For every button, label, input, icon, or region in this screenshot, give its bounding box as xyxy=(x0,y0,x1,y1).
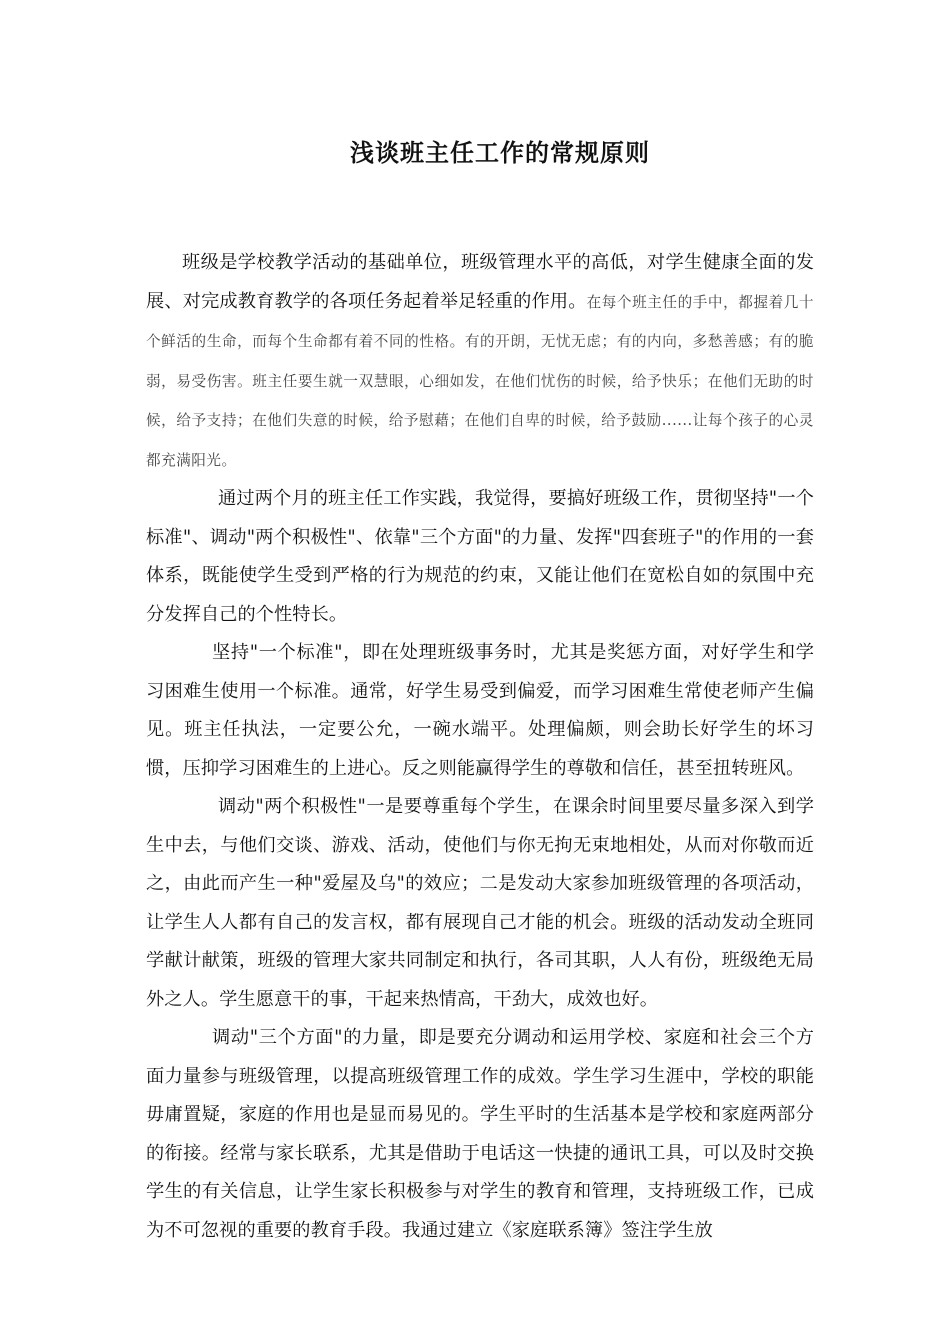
paragraph-one-standard: 坚持"一个标准"，即在处理班级事务时，尤其是奖惩方面，对好学生和学习困难生使用一个标准。通常，好学生易受到偏爱，而学习困难生常使老师产生偏见。班主任执法，一定要公允，一碗水端平。处理偏颇，则会助长好学生的坏习惯，压抑学习困难生的上进心。反之则能赢得学生的尊敬和信任，甚至扭转班风。 xyxy=(146,642,814,779)
paragraph-two-enthusiasms: 调动"两个积极性"一是要尊重每个学生，在课余时间里要尽量多深入到学生中去，与他们交谈、游戏、活动，使他们与你无拘无束地相处，从而对你敬而近之，由此而产生一种"爱屋及乌"的效应；二是发动大家参加班级管理的各项活动，让学生人人都有自己的发言权，都有展现自己才能的机会。班级的活动发动全班同学献计献策，班级的管理大家共同制定和执行，各司其职，人人有份，班级绝无局外之人。学生愿意干的事，干起来热情高，干劲大，成效也好。 xyxy=(146,796,814,1010)
paragraph-intro-main: 班级是学校教学活动的基础单位，班级管理水平的高低，对学生健康全面的发展、对完成教育教学的各项任务起着举足轻重的作用。 xyxy=(146,252,814,312)
document-body xyxy=(146,244,814,1250)
document-title: 浅谈班主任工作的常规原则 xyxy=(350,139,650,167)
paragraph-intro-aside: 在每个班主任的手中，都握着几十个鲜活的生命，而每个生命都有着不同的性格。有的开朗，无忧无虑；有的内向，多愁善感；有的脆弱，易受伤害。班主任要生就一双慧眼，心细如发，在他们忧伤的时候，给予快乐；在他们无助的时候，给予支持；在他们失意的时候，给予慰藉；在他们自卑的时候，给予鼓励......让每个孩子的心灵都充满阳光。 xyxy=(146,293,814,469)
paragraph-system: 通过两个月的班主任工作实践，我觉得，要搞好班级工作，贯彻坚持"一个标准"、调动"两个积极性"、依靠"三个方面"的力量、发挥"四套班子"的作用的一套体系，既能使学生受到严格的行为规范的约束，又能让他们在宽松自如的氛围中充分发挥自己的个性特长。 xyxy=(146,488,814,625)
paragraph-three-aspects: 调动"三个方面"的力量，即是要充分调动和运用学校、家庭和社会三个方面力量参与班级管理，以提高班级管理工作的成效。学生学习生涯中，学校的职能毋庸置疑，家庭的作用也是显而易见的。学生平时的生活基本是学校和家庭两部分的衔接。经常与家长联系，尤其是借助于电话这一快捷的通讯工具，可以及时交换学生的有关信息，让学生家长积极参与对学生的教育和管理，支持班级工作，已成为不可忽视的重要的教育手段。我通过建立《家庭联系簿》签注学生放 xyxy=(146,1027,814,1241)
paragraph-intro xyxy=(146,244,814,480)
